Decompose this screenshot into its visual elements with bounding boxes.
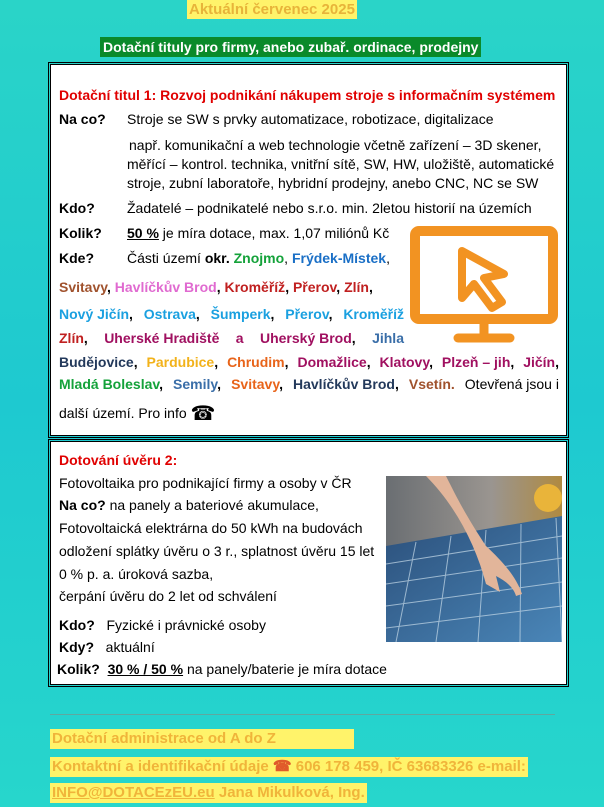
loan-line: Fotovoltaika pro podnikající firmy a osoby v ČR bbox=[59, 475, 352, 491]
grant-1-kdo-label: Kdo? bbox=[59, 200, 95, 216]
grant-1-more-info: další území. Pro info ☎ bbox=[59, 403, 216, 425]
phone-icon: ☎ bbox=[190, 403, 216, 425]
loan-kolik: Kolik? 30 % / 50 % na panely/baterie je míra dotace bbox=[57, 661, 387, 677]
loan-line: 0 % p. a. úroková sazba, bbox=[59, 566, 214, 582]
grant-1-detail-line: měřící – kontrol. technika, vnitřní sítě, SW, HW, uložiště, automatické bbox=[127, 156, 555, 172]
grant-1-kde-label: Kde? bbox=[59, 250, 94, 266]
loan-kdo: Kdo? Fyzické i právnické osoby bbox=[59, 617, 266, 633]
loan-na-co: Na co? na panely a bateriové akumulace, bbox=[59, 497, 319, 513]
page-title: Aktuální červenec 2025 bbox=[189, 1, 355, 18]
loan-line: Fotovoltaická elektrárna do 50 kWh na budovách bbox=[59, 520, 363, 536]
footer-divider bbox=[50, 714, 555, 715]
grant-1-na-co-label: Na co? bbox=[59, 111, 106, 127]
loan-line: odložení splátky úvěru o 3 r., splatnost úvěru 15 let bbox=[59, 543, 375, 559]
grant-1-regions-line-5: Mladá Boleslav, Semily, Svitavy, Havlíčkův Brod, Vsetín. Otevřená jsou i bbox=[59, 376, 559, 392]
grant-1-regions-line-1: Svitavy, Havlíčkův Brod, Kroměříž, Přerov, Zlín, bbox=[59, 279, 373, 295]
loan-line: čerpání úvěru do 2 let od schválení bbox=[59, 588, 277, 604]
grant-1-regions-line-2: Nový Jičín, Ostrava, Šumperk, Přerov, Kroměříž bbox=[59, 306, 404, 322]
grant-1-regions-line-4: Budějovice, Pardubice, Chrudim, Domažlice, Klatovy, Plzeň – jih, Jičín, bbox=[59, 354, 559, 370]
footer-email-line: INFO@DOTACEzEU.eu Jana Mikulková, Ing. bbox=[52, 784, 365, 801]
page-subtitle: Dotační tituly pro firmy, anebo zubař. ordinace, prodejny bbox=[100, 37, 481, 57]
grant-1-kolik-text: 50 % je míra dotace, max. 1,07 miliónů Kč bbox=[127, 225, 390, 241]
computer-cursor-icon bbox=[410, 226, 558, 346]
grant-1-detail-line: např. komunikační a web technologie včetně zařízení – 3D skener, bbox=[129, 137, 542, 153]
grant-1-detail-line: stroje, zubní laboratoře, hybridní prodejny, anebo CNC, NC se SW bbox=[127, 175, 539, 191]
grant-1-regions-line-3: Zlín, Uherské Hradiště a Uherský Brod, Jihla bbox=[59, 330, 404, 346]
loan-kdy: Kdy? aktuální bbox=[59, 639, 155, 655]
loan-heading: Dotování úvěru 2: bbox=[59, 452, 178, 468]
footer-line-1: Dotační administrace od A do Z bbox=[50, 729, 354, 749]
grant-1-na-co-text: Stroje se SW s prvky automatizace, robotizace, digitalizace bbox=[127, 111, 494, 127]
grant-1-kdo-text: Žadatelé – podnikatelé nebo s.r.o. min. 2letou historií na územích bbox=[127, 200, 532, 216]
email-link[interactable]: INFO@DOTACEzEU.eu bbox=[52, 784, 215, 801]
footer-contact-line: Kontaktní a identifikační údaje ☎ 606 178 459, IČ 63683326 e-mail: bbox=[52, 758, 526, 775]
phone-icon: ☎ bbox=[272, 758, 292, 775]
solar-panel-photo bbox=[386, 476, 562, 642]
grant-1-kolik-label: Kolik? bbox=[59, 225, 102, 241]
grant-1-heading: Dotační titul 1: Rozvoj podnikání nákupem stroje s informačním systémem bbox=[59, 87, 556, 103]
grant-1-kde-text: Části území okr. Znojmo, Frýdek-Místek, bbox=[127, 250, 390, 266]
